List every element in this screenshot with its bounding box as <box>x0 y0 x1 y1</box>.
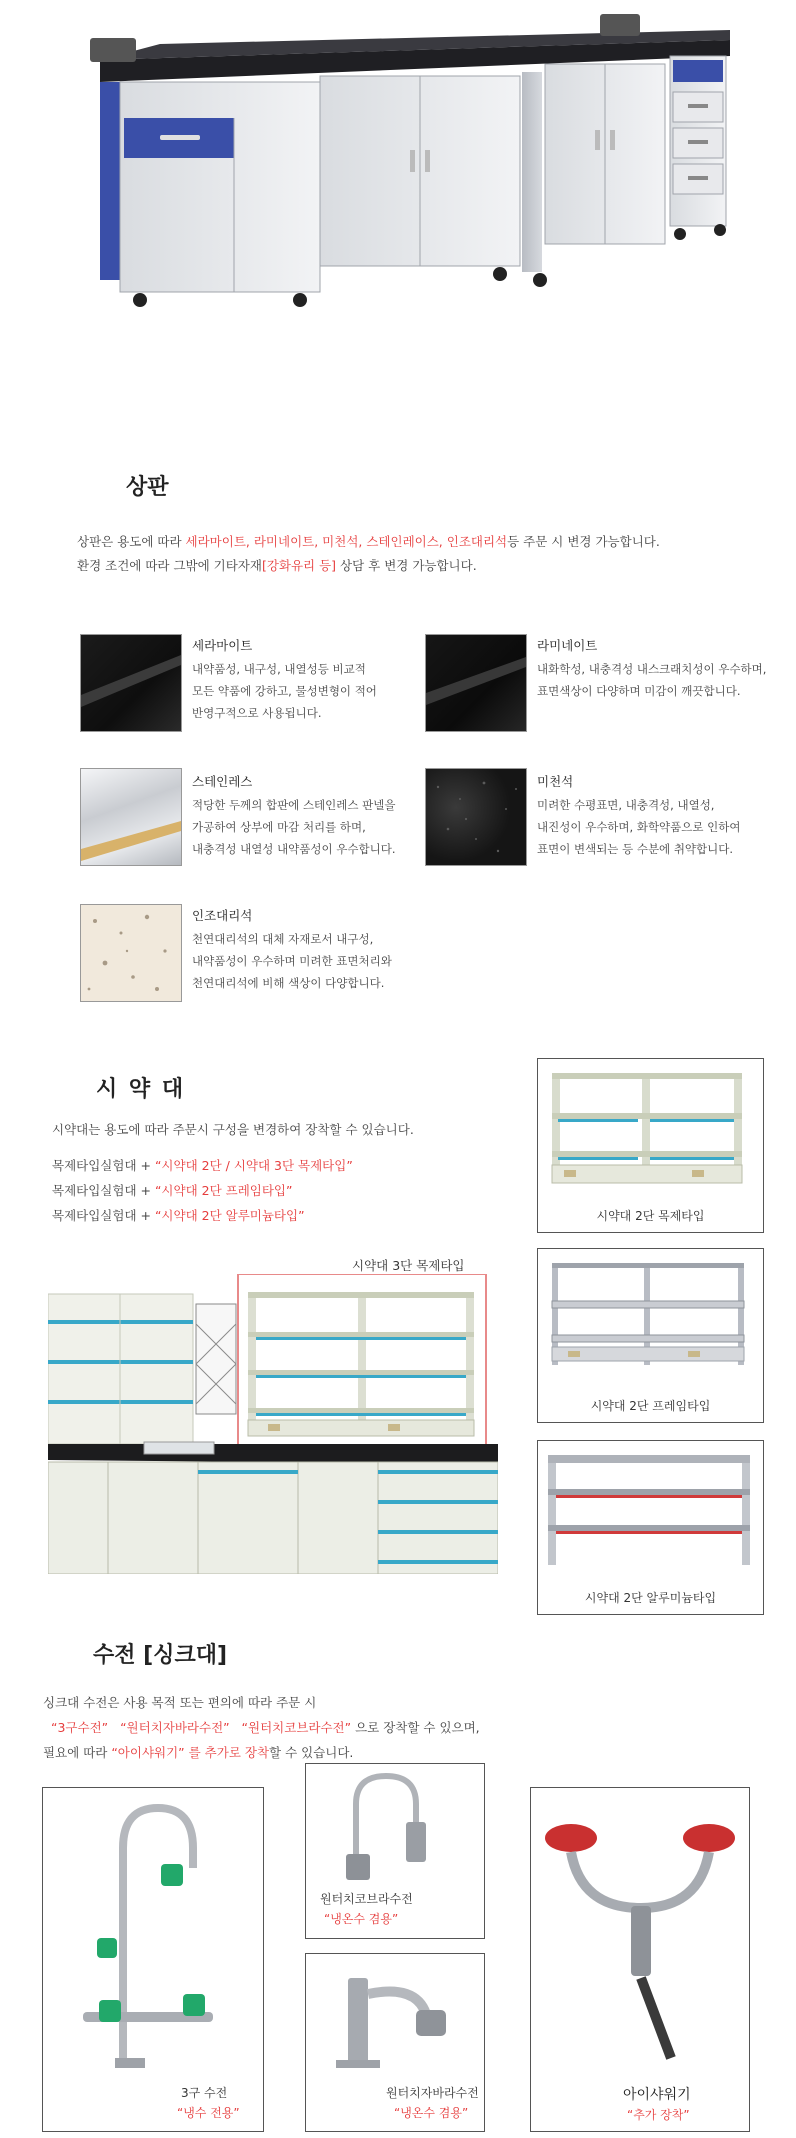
desc-line: 표면이 변색되는 등 수분에 취약합니다. <box>537 842 734 856</box>
eye-shower-image <box>531 1788 749 2068</box>
faucet-line3-post: 할 수 있습니다. <box>269 1745 354 1760</box>
desc-line: 내충격성 내열성 내약품성이 우수합니다. <box>192 842 396 856</box>
reagent-2tier-aluminum-image <box>538 1441 763 1581</box>
reagent-option-2 <box>52 1181 292 1199</box>
product-note-3way: “냉수 전용” <box>177 2106 240 2120</box>
material-desc-ceramite <box>192 658 377 724</box>
3way-faucet-image <box>43 1788 263 2078</box>
countertop-intro-line1 <box>77 532 660 550</box>
material-desc-stainless <box>192 794 395 860</box>
artificial-marble-swatch-image <box>80 904 182 1002</box>
bellows-faucet-image <box>306 1954 484 2074</box>
option-base: 목제타입실험대 + <box>52 1183 155 1198</box>
material-name-laminate: 라미네이트 <box>537 638 598 653</box>
product-note-eye-shower: “추가 장착” <box>627 2108 690 2122</box>
intro-line1-highlight: 세라마이트, 라미네이트, 미천석, 스테인레이스, 인조대리석 <box>185 534 508 549</box>
stainless-swatch-image <box>80 768 182 866</box>
caption-2tier-frame: 시약대 2단 프레임타입 <box>590 1399 711 1413</box>
reagent-2tier-frame-image <box>538 1249 763 1389</box>
reagent-2tier-aluminum-box <box>537 1440 764 1615</box>
faucet-line3-pre: 필요에 따라 <box>43 1745 112 1760</box>
micheonseok-swatch-image <box>425 768 527 866</box>
reagent-3tier-main-label: 시약대 3단 목제타입 <box>352 1258 465 1273</box>
desc-line: 미려한 수평표면, 내충격성, 내열성, <box>537 798 715 812</box>
faucet-intro-line3 <box>43 1743 353 1761</box>
material-name-ceramite: 세라마이트 <box>192 638 253 653</box>
material-desc-artificial-marble <box>192 928 392 994</box>
product-note-bellows: “냉온수 겸용” <box>394 2106 469 2120</box>
faucet-type-1: “3구수전” <box>51 1720 109 1735</box>
product-cobra-faucet-box <box>305 1763 485 1939</box>
faucet-intro-line1: 싱크대 수전은 사용 목적 또는 편의에 따라 주문 시 <box>43 1695 317 1710</box>
intro-line1-post: 등 주문 시 변경 가능합니다. <box>507 534 660 549</box>
reagent-option-1 <box>52 1156 353 1174</box>
desc-line: 반영구적으로 사용됩니다. <box>192 706 322 720</box>
product-name-cobra: 원터치코브라수전 <box>320 1892 413 1906</box>
desc-line: 적당한 두께의 합판에 스테인레스 판넬을 <box>192 798 396 812</box>
intro-line1-pre: 상판은 용도에 따라 <box>77 534 186 549</box>
faucet-type-2: “원터치자바라수전” <box>120 1720 230 1735</box>
option-value: “시약대 2단 프레임타입” <box>154 1183 293 1198</box>
reagent-2tier-frame-box <box>537 1248 764 1423</box>
faucet-line2-post: 으로 장착할 수 있으며, <box>351 1720 480 1735</box>
countertop-intro-line2 <box>77 556 477 574</box>
reagent-option-3 <box>52 1206 305 1224</box>
material-name-micheonseok: 미천석 <box>537 774 574 789</box>
option-base: 목제타입실험대 + <box>52 1158 155 1173</box>
lab-bench-3tier-image <box>48 1274 498 1574</box>
section-title-faucet: 수전 [싱크대] <box>93 1643 228 1668</box>
product-name-eye-shower: 아이샤워기 <box>623 2087 691 2103</box>
option-value: “시약대 2단 알루미늄타입” <box>154 1208 305 1223</box>
caption-2tier-aluminum: 시약대 2단 알루미늄타입 <box>584 1591 717 1605</box>
section-title-reagent-shelf: 시 약 대 <box>96 1077 186 1102</box>
reagent-intro: 시약대는 용도에 따라 주문시 구성을 변경하여 장착할 수 있습니다. <box>52 1122 414 1137</box>
intro-line2-post: 상담 후 변경 가능합니다. <box>336 558 477 573</box>
reagent-2tier-wood-image <box>538 1059 763 1199</box>
faucet-line3-highlight: “아이샤워기” 를 추가로 장착 <box>111 1745 270 1760</box>
product-name-3way: 3구 수전 <box>181 2086 228 2100</box>
desc-line: 천연대리석의 대체 자재로서 내구성, <box>192 932 374 946</box>
reagent-2tier-wood-box <box>537 1058 764 1233</box>
material-desc-micheonseok <box>537 794 740 860</box>
desc-line: 내약품성, 내구성, 내열성등 비교적 <box>192 662 366 676</box>
section-title-countertop: 상판 <box>126 475 169 500</box>
option-value: “시약대 2단 / 시약대 3단 목제타입” <box>154 1158 353 1173</box>
material-name-stainless: 스테인레스 <box>192 774 253 789</box>
ceramite-swatch-image <box>80 634 182 732</box>
material-desc-laminate <box>537 658 766 702</box>
faucet-intro-line2 <box>51 1718 480 1736</box>
product-bellows-faucet-box <box>305 1953 485 2132</box>
laminate-swatch-image <box>425 634 527 732</box>
hero-lab-bench-image <box>40 0 740 360</box>
desc-line: 천연대리석에 비해 색상이 다양합니다. <box>192 976 385 990</box>
material-name-artificial-marble: 인조대리석 <box>192 908 253 923</box>
intro-line2-highlight: [강화유리 등] <box>261 558 337 573</box>
option-base: 목제타입실험대 + <box>52 1208 155 1223</box>
product-note-cobra: “냉온수 겸용” <box>324 1912 399 1926</box>
intro-line2-pre: 환경 조건에 따라 그밖에 기타자재 <box>77 558 262 573</box>
product-name-bellows: 원터치자바라수전 <box>386 2086 479 2100</box>
desc-line: 가공하여 상부에 마감 처리를 하며, <box>192 820 366 834</box>
desc-line: 표면색상이 다양하며 미감이 깨끗합니다. <box>537 684 741 698</box>
product-3way-faucet-box <box>42 1787 264 2132</box>
cobra-faucet-image <box>306 1764 484 1884</box>
caption-2tier-wood: 시약대 2단 목제타입 <box>596 1209 705 1223</box>
desc-line: 내화학성, 내충격성 내스크래치성이 우수하며, <box>537 662 767 676</box>
desc-line: 내약품성이 우수하며 미려한 표면처리와 <box>192 954 392 968</box>
faucet-type-3: “원터치코브라수전” <box>241 1720 352 1735</box>
desc-line: 모든 약품에 강하고, 물성변형이 적어 <box>192 684 377 698</box>
product-eye-shower-box <box>530 1787 750 2132</box>
desc-line: 내진성이 우수하며, 화학약품으로 인하여 <box>537 820 741 834</box>
